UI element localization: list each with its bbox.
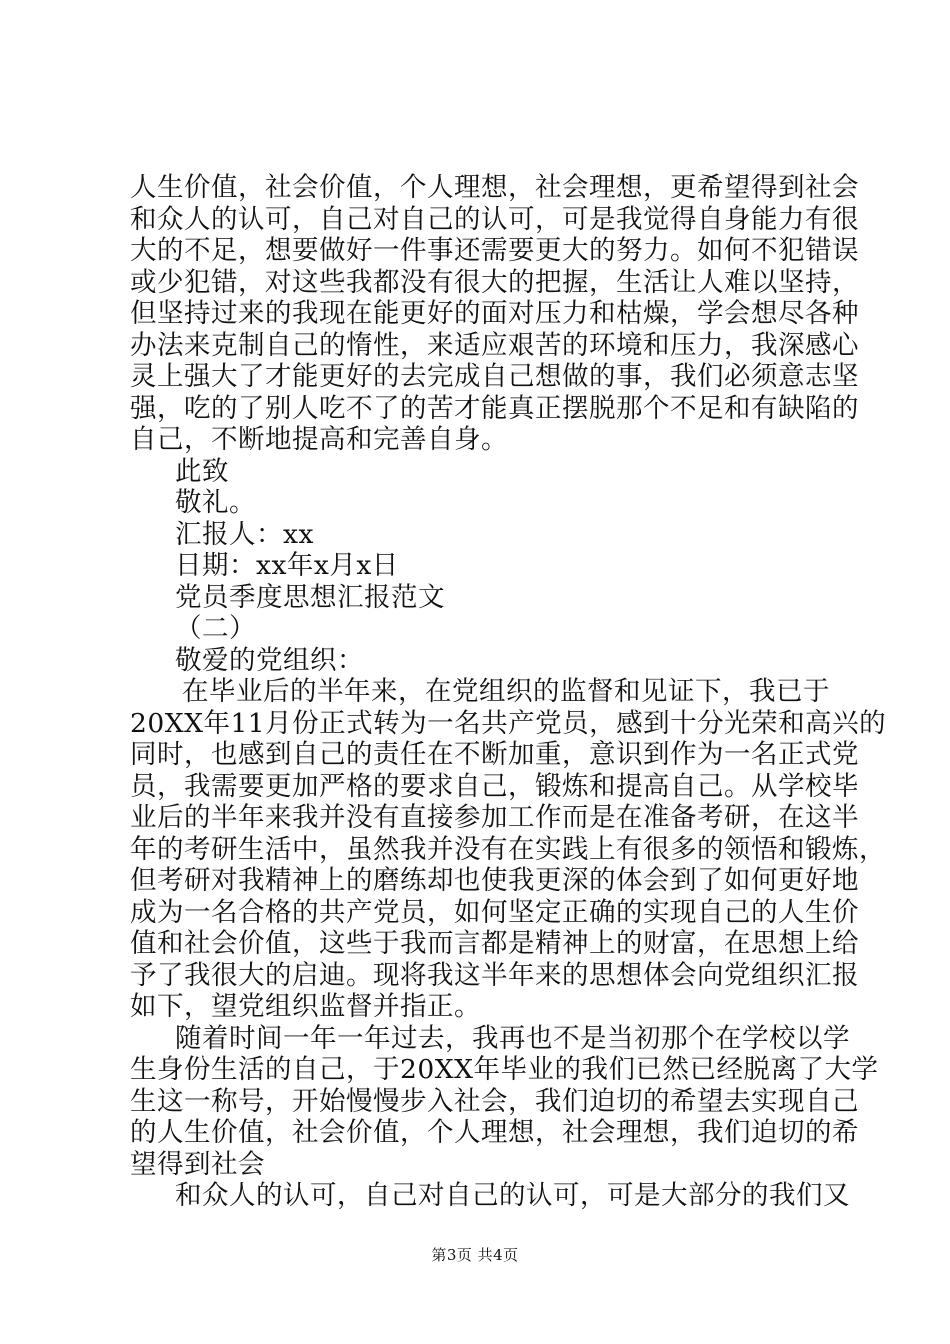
- text-line: 汇报人：xx: [175, 518, 314, 550]
- text-line: 人生价值，社会价值，个人理想，社会理想，更希望得到社会: [130, 172, 859, 203]
- text-line: 员，我需要更加严格的要求自己，锻炼和提高自己。从学校毕: [130, 770, 859, 802]
- text-line: 和众人的认可，自己对自己的认可，可是大部分的我们又: [175, 1180, 850, 1211]
- text-line: 业后的半年来我并没有直接参加工作而是在准备考研，在这半: [130, 802, 859, 833]
- text-line: 20XX年11月份正式转为一名共产党员，感到十分光荣和高兴的: [130, 707, 887, 739]
- text-line: 敬爱的党组织：: [175, 644, 364, 676]
- text-line: 和众人的认可，自己对自己的认可，可是我觉得自身能力有很: [130, 203, 859, 235]
- text-line: 但坚持过来的我现在能更好的面对压力和枯燥，学会想尽各种: [130, 298, 859, 329]
- page-footer: 第3页 共4页: [431, 1246, 519, 1264]
- text-line: 自己，不断地提高和完善自身。: [130, 424, 508, 455]
- text-line: 党员季度思想汇报范文: [175, 581, 445, 613]
- text-line: 但考研对我精神上的磨练却也使我更深的体会到了如何更好地: [130, 865, 859, 896]
- text-line: 如下，望党组织监督并指正。: [130, 991, 481, 1022]
- text-line: 随着时间一年一年过去，我再也不是当初那个在学校以学: [175, 1022, 850, 1054]
- text-line: 值和社会价值，这些于我而言都是精神上的财富，在思想上给: [130, 928, 859, 959]
- text-line: 的人生价值，社会价值，个人理想，社会理想，我们迫切的希: [130, 1117, 859, 1148]
- text-line: 或少犯错，对这些我都没有很大的把握，生活让人难以坚持，: [130, 266, 859, 298]
- text-line: 同时，也感到自己的责任在不断加重，意识到作为一名正式党: [130, 739, 859, 770]
- text-line: 望得到社会: [130, 1148, 265, 1180]
- text-line: 此致: [175, 455, 229, 487]
- text-line: 强，吃的了别人吃不了的苦才能真正摆脱那个不足和有缺陷的: [130, 392, 859, 424]
- text-line: 生身份生活的自己，于20XX年毕业的我们已然已经脱离了大学: [130, 1054, 879, 1085]
- text-line: 成为一名合格的共产党员，如何坚定正确的实现自己的人生价: [130, 896, 859, 928]
- text-line: 办法来克制自己的惰性，来适应艰苦的环境和压力，我深感心: [130, 329, 859, 361]
- text-line: 灵上强大了才能更好的去完成自己想做的事，我们必须意志坚: [130, 361, 859, 392]
- text-line: 敬礼。: [175, 487, 256, 518]
- text-line: 日期：xx年x月x日: [175, 550, 399, 581]
- text-line: 予了我很大的启迪。现将我这半年来的思想体会向党组织汇报: [130, 959, 859, 991]
- text-line: 年的考研生活中，虽然我并没有在实践上有很多的领悟和锻炼，: [130, 833, 886, 865]
- text-line: 在毕业后的半年来，在党组织的监督和见证下，我已于: [182, 676, 830, 707]
- text-line: （二）: [175, 613, 256, 644]
- document-body: [130, 172, 887, 1212]
- text-line: 生这一称号，开始慢慢步入社会，我们迫切的希望去实现自己: [130, 1085, 859, 1117]
- text-line: 大的不足，想要做好一件事还需要更大的努力。如何不犯错误: [130, 235, 859, 266]
